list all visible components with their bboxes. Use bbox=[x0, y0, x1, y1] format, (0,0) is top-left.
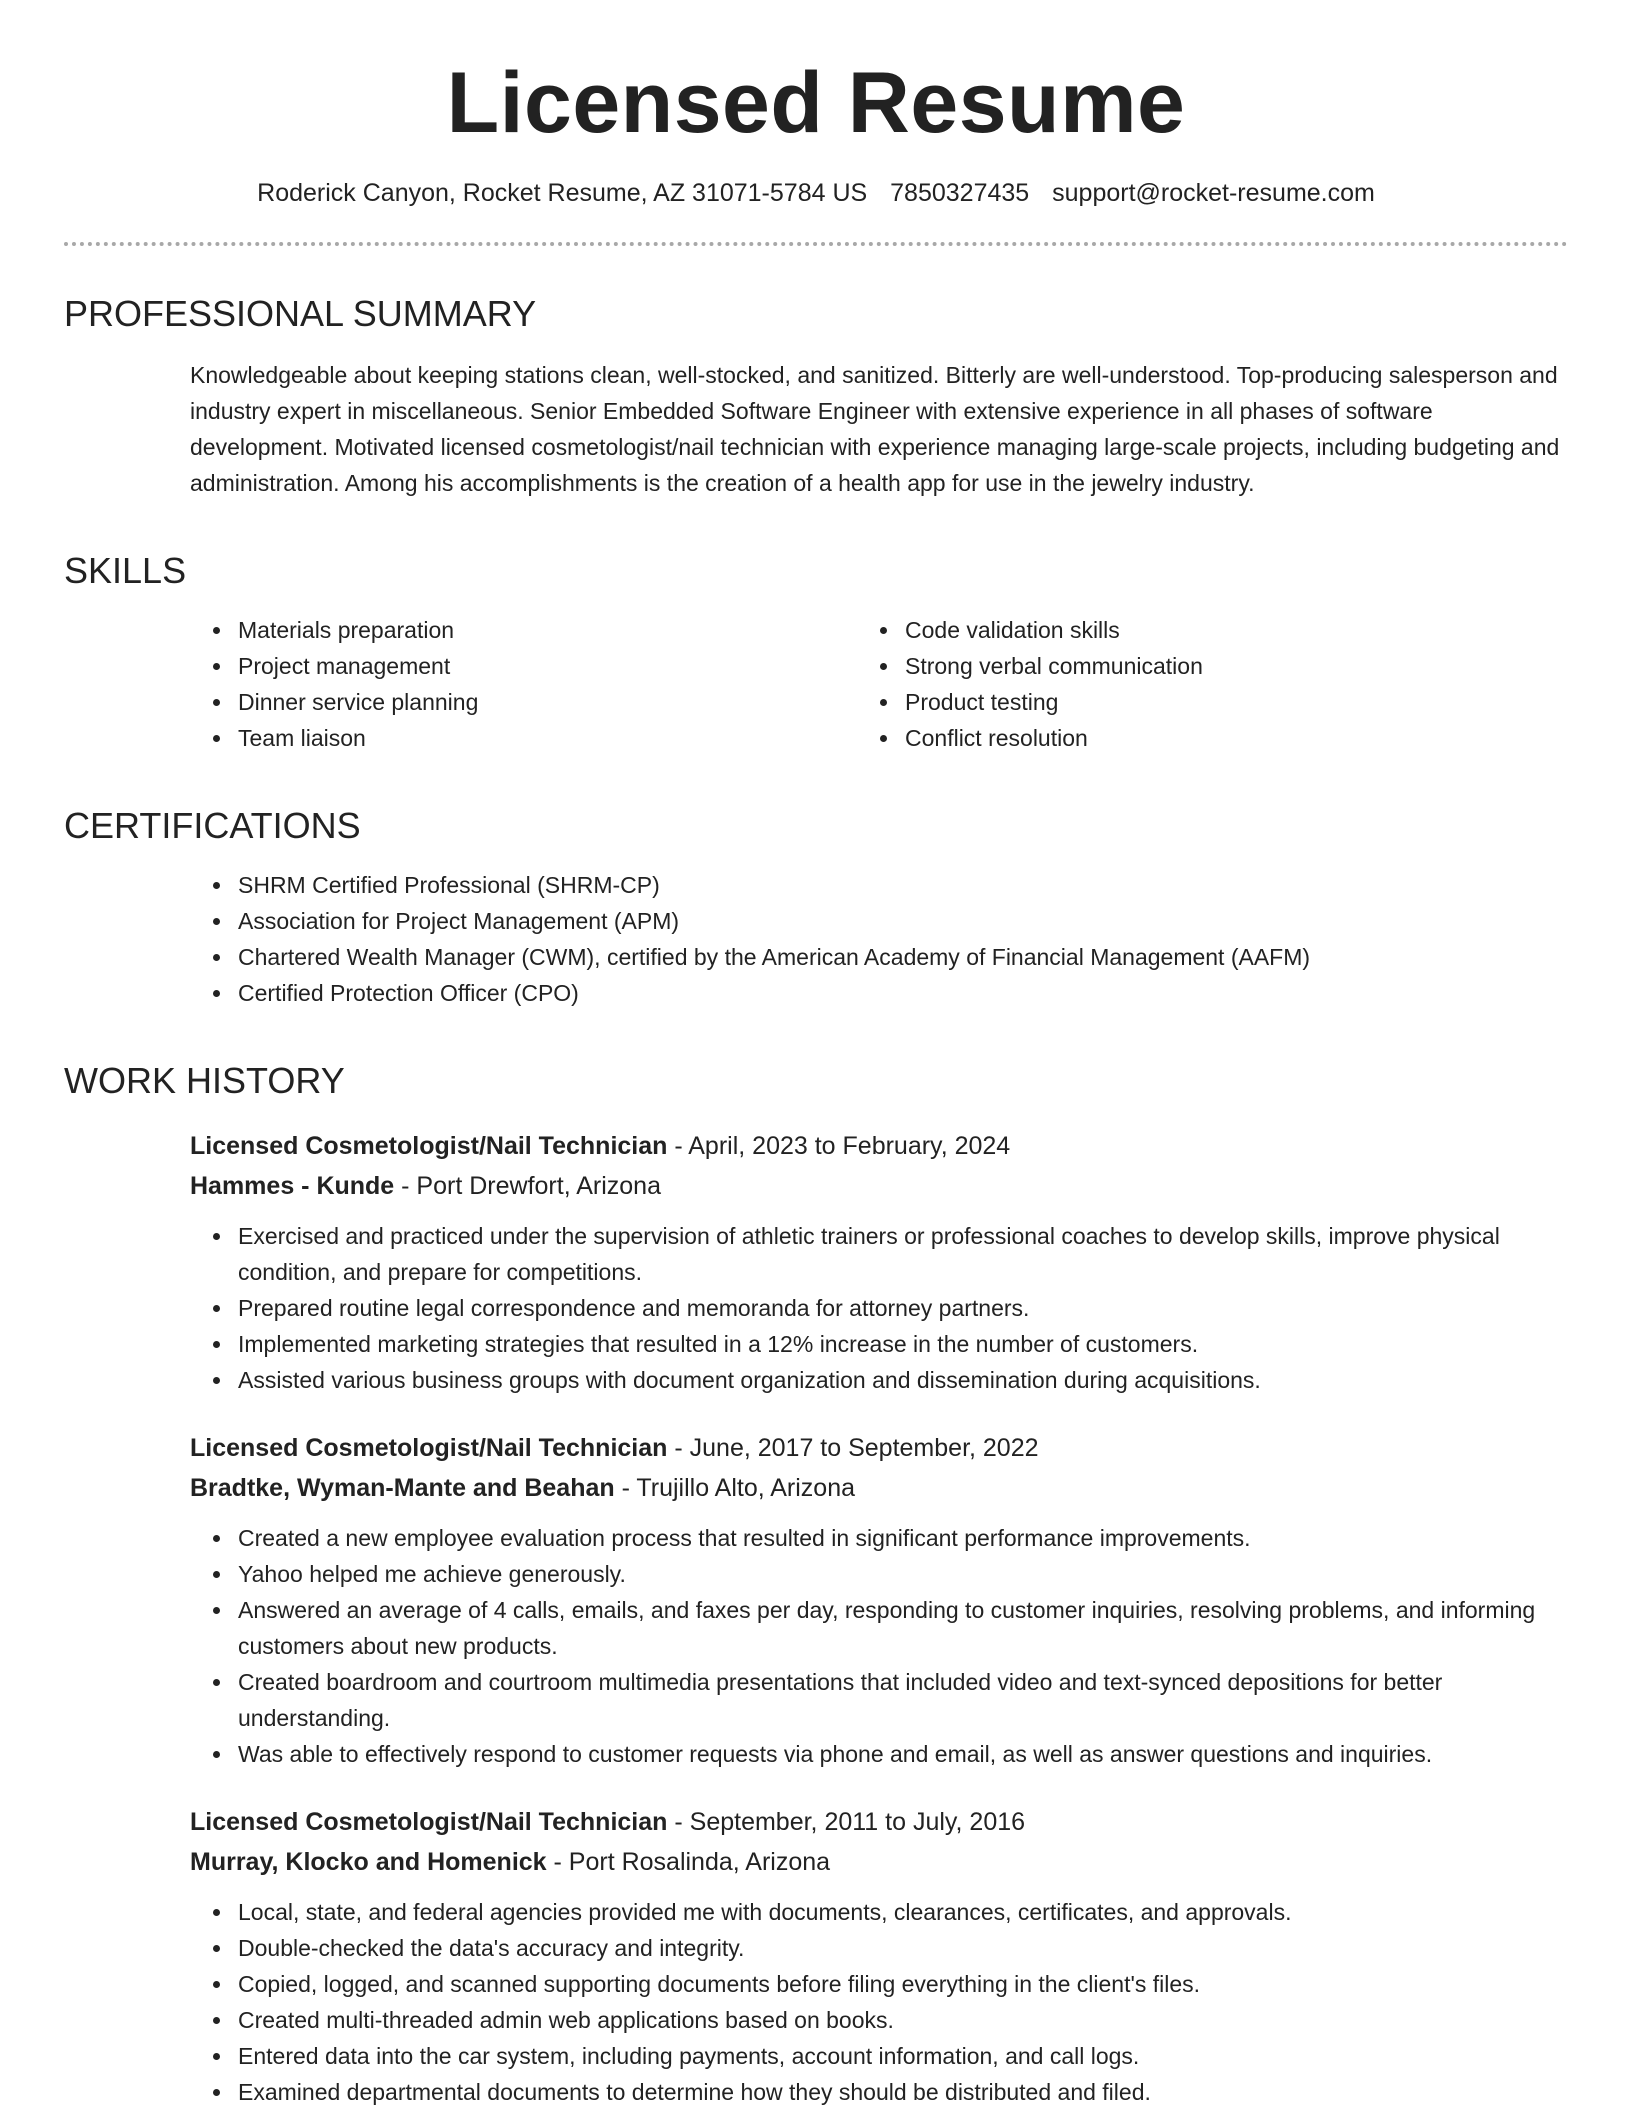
contact-phone: 7850327435 bbox=[890, 179, 1030, 208]
contact-address: Roderick Canyon, Rocket Resume, AZ 31071-5784 US bbox=[257, 179, 868, 208]
job-entry bbox=[190, 1428, 1568, 1772]
job-dates: - September, 2011 to July, 2016 bbox=[667, 1808, 1026, 1837]
job-bullet: • Copied, logged, and scanned supporting documents before filing everything in the client's files. bbox=[234, 1966, 1568, 2002]
job-location: - Port Drewfort, Arizona bbox=[394, 1172, 661, 1201]
job-location: - Port Rosalinda, Arizona bbox=[546, 1848, 831, 1877]
skills-list bbox=[234, 612, 1568, 756]
skill-item: • Team liaison bbox=[234, 720, 901, 756]
job-title: Licensed Cosmetologist/Nail Technician bbox=[190, 1132, 668, 1161]
job-title-line bbox=[190, 1802, 1568, 1842]
job-bullet: • Was able to effectively respond to customer requests via phone and email, as well as answer questions and inquiries. bbox=[234, 1736, 1568, 1772]
job-bullet: • Implemented marketing strategies that resulted in a 12% increase in the number of customers. bbox=[234, 1326, 1568, 1362]
certification-item: • Association for Project Management (APM) bbox=[234, 903, 1568, 939]
job-bullets bbox=[234, 1218, 1568, 1398]
skill-item: • Conflict resolution bbox=[901, 720, 1568, 756]
job-company-line bbox=[190, 1468, 1568, 1508]
job-entry bbox=[190, 1802, 1568, 2110]
job-title: Licensed Cosmetologist/Nail Technician bbox=[190, 1434, 668, 1463]
job-bullet: • Yahoo helped me achieve generously. bbox=[234, 1556, 1568, 1592]
skill-item: • Product testing bbox=[901, 684, 1568, 720]
job-title-line bbox=[190, 1428, 1568, 1468]
job-dates: - June, 2017 to September, 2022 bbox=[667, 1434, 1039, 1463]
job-location: - Trujillo Alto, Arizona bbox=[614, 1474, 856, 1503]
job-bullet: • Local, state, and federal agencies provided me with documents, clearances, certificates, and approvals. bbox=[234, 1894, 1568, 1930]
job-bullet: • Entered data into the car system, including payments, account information, and call logs. bbox=[234, 2038, 1568, 2074]
skill-item: • Materials preparation bbox=[234, 612, 901, 648]
job-bullet: • Exercised and practiced under the supervision of athletic trainers or professional coaches to develop skills, improve physical condition, and prepare for competitions. bbox=[234, 1218, 1568, 1290]
job-bullet: • Examined departmental documents to determine how they should be distributed and filed. bbox=[234, 2074, 1568, 2110]
job-company: Bradtke, Wyman-Mante and Beahan bbox=[190, 1474, 615, 1503]
skill-item: • Strong verbal communication bbox=[901, 648, 1568, 684]
job-entry bbox=[190, 1126, 1568, 1398]
certifications-heading: CERTIFICATIONS bbox=[64, 805, 361, 847]
header-divider bbox=[64, 242, 1568, 246]
certification-item: • SHRM Certified Professional (SHRM-CP) bbox=[234, 867, 1568, 903]
job-bullet: • Created multi-threaded admin web applications based on books. bbox=[234, 2002, 1568, 2038]
skill-item: • Dinner service planning bbox=[234, 684, 901, 720]
job-bullet: • Double-checked the data's accuracy and integrity. bbox=[234, 1930, 1568, 1966]
skills-column-left bbox=[234, 612, 901, 756]
skills-heading: SKILLS bbox=[64, 549, 187, 591]
skill-item: • Code validation skills bbox=[901, 612, 1568, 648]
job-dates: - April, 2023 to February, 2024 bbox=[667, 1132, 1011, 1161]
certification-item: • Certified Protection Officer (CPO) bbox=[234, 975, 1568, 1011]
job-bullet: • Prepared routine legal correspondence and memoranda for attorney partners. bbox=[234, 1290, 1568, 1326]
work-history-heading: WORK HISTORY bbox=[64, 1060, 345, 1102]
skills-column-right bbox=[901, 612, 1568, 756]
job-bullets bbox=[234, 1520, 1568, 1772]
job-bullet: • Answered an average of 4 calls, emails, and faxes per day, responding to customer inquiries, resolving problems, and informing customers about new products. bbox=[234, 1592, 1568, 1664]
resume-title: Licensed Resume bbox=[446, 55, 1186, 151]
job-title: Licensed Cosmetologist/Nail Technician bbox=[190, 1808, 668, 1837]
skill-item: • Project management bbox=[234, 648, 901, 684]
job-company-line bbox=[190, 1842, 1568, 1882]
contact-line bbox=[64, 177, 1568, 210]
contact-email: support@rocket-resume.com bbox=[1052, 179, 1375, 208]
job-title-line bbox=[190, 1126, 1568, 1166]
job-bullet: • Created a new employee evaluation process that resulted in significant performance improvements. bbox=[234, 1520, 1568, 1556]
job-bullets bbox=[234, 1894, 1568, 2110]
summary-text: Knowledgeable about keeping stations clean, well-stocked, and sanitized. Bitterly are well-understood. Top-producing salesperson and industry expert in miscellaneous. Senior Embedded Software Engineer with extensive experience in all phases of software development. Motivated licensed cosmetologist/nail technician with experience managing large-scale projects, including budgeting and administration. Among his accomplishments is the creation of a health app for use in the jewelry industry. bbox=[190, 361, 1560, 496]
job-company: Murray, Klocko and Homenick bbox=[190, 1848, 547, 1877]
job-company-line bbox=[190, 1166, 1568, 1206]
certification-item: • Chartered Wealth Manager (CWM), certified by the American Academy of Financial Management (AAFM) bbox=[234, 939, 1568, 975]
job-bullet: • Assisted various business groups with document organization and dissemination during acquisitions. bbox=[234, 1362, 1568, 1398]
job-bullet: • Created boardroom and courtroom multimedia presentations that included video and text-synced depositions for better understanding. bbox=[234, 1664, 1568, 1736]
summary-heading: PROFESSIONAL SUMMARY bbox=[64, 292, 537, 334]
job-company: Hammes - Kunde bbox=[190, 1172, 395, 1201]
certifications-list bbox=[234, 867, 1568, 1011]
